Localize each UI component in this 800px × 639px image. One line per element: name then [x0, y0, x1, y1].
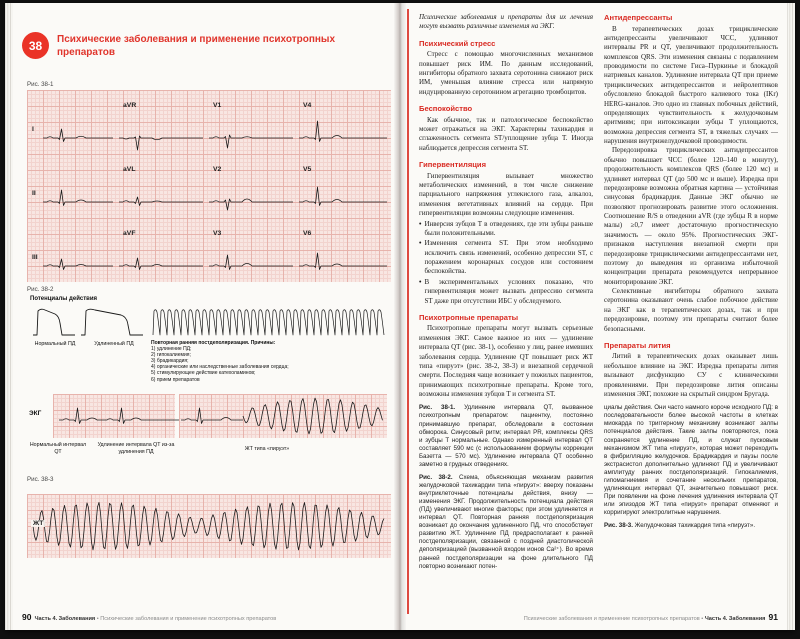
lead-label: aVL	[123, 166, 136, 173]
heading-antidepressants: Антидепрессанты	[604, 13, 673, 22]
lead-label: aVR	[123, 102, 137, 109]
caption-fig-38-3: Рис. 38-3. Желудочковая тахикардия типа «пируэт».	[604, 522, 756, 530]
open-book	[5, 3, 795, 630]
ead-cause: 4) органические или наследственные заболевания сердца;	[151, 364, 289, 371]
ecg-strip-trace	[29, 394, 389, 438]
lead-label: I	[32, 126, 34, 133]
page-number: 90	[22, 612, 32, 622]
left-page	[13, 3, 394, 630]
ead-cause: 6) прием препаратов	[151, 376, 200, 383]
column-2	[604, 13, 778, 606]
action-potentials-title: Потенциалы действия	[30, 296, 98, 302]
footer-chapter: Психические заболевания и применение психотропных препаратов	[523, 616, 700, 622]
figure-1-label: Рис. 38-1	[27, 81, 54, 88]
heading-psychotropic: Психотропные препараты	[419, 312, 519, 322]
ead-cause: 5) стимулирующее действие катехоламинов;	[151, 370, 256, 377]
vt-lead-label: ЖТ	[33, 520, 44, 527]
intro-paragraph: Психические заболевания и препараты для их лечения могут вызвать различные изменения на ЭКГ.	[419, 13, 593, 31]
heading-anxiety: Беспокойство	[419, 104, 473, 114]
bullet-item: • В экспериментальных условиях показано, что гипервентиляция может вызвать депрессию сегмента ST даже при отсутствии ИБС у обследуемого.	[419, 278, 593, 306]
right-page-footer	[524, 612, 778, 622]
lead-label: V1	[213, 102, 222, 109]
ead-causes-note	[151, 340, 321, 383]
lead-label: aVF	[123, 230, 136, 237]
stress-paragraph: Стресс с помощью многочисленных механизмов повышает риск ИМ. По данным исследований, ингибиторы обратного захвата серотонина снижают риск ИМ, уменьшая влияние стресса или напрямую индуцированную серотонином агрегацию тромбоцитов.	[419, 50, 593, 96]
normal-ap-label: Нормальный ПД	[34, 341, 76, 347]
lead-label: V3	[213, 230, 222, 237]
caption-fig-38-1: Рис. 38-1. Удлинение интервала QT, вызванное психотропным препаратом: пациентку, постоянно принимавшую препарат, обследовали в состоянии обморока. Синусовый ритм; интервал PR, комплексы QRS и зубцы T нормальные. Однако измеренный интервал QT составляет 590 мс (с использованием формулы коррекции Базетта — 570 мс). Удлинение интервала QT особенно заметно в грудных отведениях.	[419, 404, 593, 468]
action-potential-trace	[29, 305, 389, 339]
psychotropic-paragraph: Психотропные препараты могут вызвать серьезные изменения ЭКГ. Самое важное из них — удлинение интервала QT (рис. 38-1), особенно у лиц, ранее имевших заболевания сердца. Удлинение QT повышает риск ЖТ типа «пируэт» (рис. 38-2, 38-3) и внезапной сердечной смерти. Последняя чаще возникает у пожилых пациентов, принимающих психотропные препараты. Кроме того, возможны изменения зубцов T и сегмента ST.	[419, 324, 593, 398]
footer-part: Часть 4. Заболевания	[34, 616, 96, 622]
column-1	[419, 13, 593, 606]
ead-cause: 3) брадикардия;	[151, 358, 189, 365]
ead-cause: 1) удлинение ПД;	[151, 346, 192, 353]
footer-part: Часть 4. Заболевания	[704, 616, 766, 622]
figure-3-label: Рис. 38-3	[27, 476, 54, 483]
lead-label: V2	[213, 166, 222, 173]
anxiety-paragraph: Как обычное, так и патологическое беспокойство может отражаться на ЭКГ. Характерны тахикардия и сглаженность сегмента ST/уплощение зубца T. Иногда наблюдается депрессия сегмента ST.	[419, 115, 593, 152]
long-qt-label: Удлинение интервала QT из-за удлинения ПД	[97, 442, 175, 455]
figure-38-3-ecg	[27, 486, 391, 564]
right-page	[406, 3, 787, 630]
left-page-footer	[22, 612, 276, 622]
normal-qt-label: Нормальный интервал QT	[29, 442, 87, 455]
lead-label: III	[32, 254, 38, 261]
page-edges-right	[787, 3, 795, 630]
figure-38-2-diagram	[27, 296, 391, 472]
page-edges-left	[5, 3, 13, 630]
antidepressants-paragraph: Селективные ингибиторы обратного захвата серотонина оказывают очень слабое побочное действие на ЭКГ как в терапевтических дозах, так и при передозировке, поэтому эти препараты считают более безопасными.	[604, 287, 778, 333]
page-number: 91	[768, 612, 778, 622]
heading-lithium: Препараты лития	[604, 340, 671, 350]
chapter-title: Психические заболевания и применение психотропных препаратов	[57, 34, 336, 58]
text-columns	[419, 13, 778, 606]
figure-2-label: Рис. 38-2	[27, 286, 54, 293]
ead-cause: 2) гипокалиемия;	[151, 352, 191, 359]
torsades-trace	[27, 494, 391, 558]
antidepressants-paragraph: В терапевтических дозах трициклические антидепрессанты увеличивают ЧСС, удлиняют интервалы PR и QT, увеличивают продолжительность комплексов QRS. Эти изменения связаны с подавлением проводимости по системе Гиса–Пуркинье и блокадой натриевых каналов. Удлинение интервала QT при приеме трициклических антидепрессантов и нейролептиков обусловлено блокадой быстрого калиевого тока (IKr) HERG-каналов. Это одно из главных побочных действий, определяющих чувствительность к желудочковым аритмиям; при интоксикации зубцы T уплощаются, возможна депрессия сегмента ST, в тяжелых случаях — нарушения внутрижелудочковой проводимости.	[604, 24, 778, 145]
lead-label: V6	[303, 230, 312, 237]
ead-title: Повторная ранняя постдеполяризация. Причины:	[151, 340, 276, 346]
bullet-item: • Изменения сегмента ST. При этом необходимо исключить связь изменений, особенно депрессии ST, с поражением коронарных сосудов или состоянием беспокойства.	[419, 239, 593, 277]
antidepressants-paragraph: Передозировка трициклических антидепрессантов обычно повышает ЧСС (более 120–140 в минуту), продолжительность комплексов QRS (более 120 мс) и удлиняет интервал QT (до 500 мс и выше). Изредка при передозировке возможна обратная картина — устойчивая синусовая брадикардия. Данные ЭКГ обычно не позволяют прогнозировать развитие этого осложнения. Соотношение R/S в отведении aVR (где зубцы R в норме малы) ≥0,7 имеет достаточную прогностическую значимость — около 95%. Прогностических ЭКГ-признаков наступления внезапной смерти при передозировке трициклическими антидепрессантами нет, поэтому до выведения из организма избыточной концентрации препарата рекомендуется непрерывное мониторирование ЭКГ.	[604, 146, 778, 286]
caption-fig-38-2: Рис. 38-2. Схема, объясняющая механизм развития желудочковой тахикардии типа «пируэт»: вверху показаны внутриклеточные потенциалы действия, внизу — изменения ЭКГ. Продолжительность потенциала действия (ПД) увеличивают многие факторы; при этом удлиняется и интервал QT. Повторная ранняя постдеполяризация возникает до окончания удлиненного ПД, что способствует развитию ЖТ. Удлинение ПД предрасполагает к ранней постдеполяризации, связанной с поздней диастолической деполяризацией (вызванной входом ионов Ca²⁺). Во время ранней постдеполяризации на фоне длительного ПД повторно возникают потен-	[419, 473, 593, 570]
lithium-paragraph: Литий в терапевтических дозах оказывает лишь небольшое влияние на ЭКГ. Изредка препараты лития вызывают дисфункцию СУ с клиническими проявлениями. При передозировке лития описаны изменения ЭКГ, похожие на скрытый синдром Бругада.	[604, 352, 778, 398]
lead-label: II	[32, 190, 36, 197]
torsades-label: ЖТ типа «пируэт»	[244, 446, 290, 452]
gutter-red-rule	[407, 9, 409, 614]
ecg-12lead-trace	[27, 90, 391, 282]
footer-separator: •	[701, 616, 704, 622]
bullet-item: • Инверсия зубцов T в отведениях, где эти зубцы раньше были положительными.	[419, 220, 593, 239]
lead-label: V5	[303, 166, 312, 173]
hyperventilation-paragraph: Гипервентиляция вызывает множество метаболических изменений, в том числе снижение парциального напряжения углекислого газа, алкалоз, изменения вегетативных влияний на сердце. При гипервентиляции возможны следующие изменения.	[419, 171, 593, 218]
figure-38-1-ecg	[27, 90, 391, 282]
heading-stress: Психический стресс	[419, 38, 496, 48]
lead-label: V4	[303, 102, 312, 109]
book-spine	[394, 3, 406, 630]
chapter-number-badge: 38	[22, 32, 49, 59]
caption-fig-38-2-continued: циалы действия. Они часто намного короче исходного ПД: в последовательности более высокой частоты в клетках миокарда по триггерному механизму возникают залпы потенциалов действия. Такие залпы повторяются, пока сохраняется удлинение ПД, и служат пусковым механизмом ЖТ типа «пируэт», которая может переходить в фибрилляцию желудочков. Брадикардия и паузы после экстрасистол дополнительно удлиняют ПД и увеличивают амплитуду ранних постдеполяризаций. Гипокалиемия, гипомагниемия и сочетание нескольких препаратов, удлиняющих интервал QT, значительно повышают риск. При появлении на фоне лечения удлинения интервала QT или эпизодов ЖТ типа «пируэт» препарат отменяют и корригируют электролитные нарушения.	[604, 404, 778, 517]
long-ap-label: Удлиненный ПД	[94, 341, 134, 347]
ecg-row-label: ЭКГ	[29, 410, 42, 417]
footer-chapter: Психические заболевания и применение психотропных препаратов	[100, 616, 277, 622]
heading-hyperventilation: Гипервентиляция	[419, 160, 487, 170]
footer-separator: •	[96, 616, 99, 622]
